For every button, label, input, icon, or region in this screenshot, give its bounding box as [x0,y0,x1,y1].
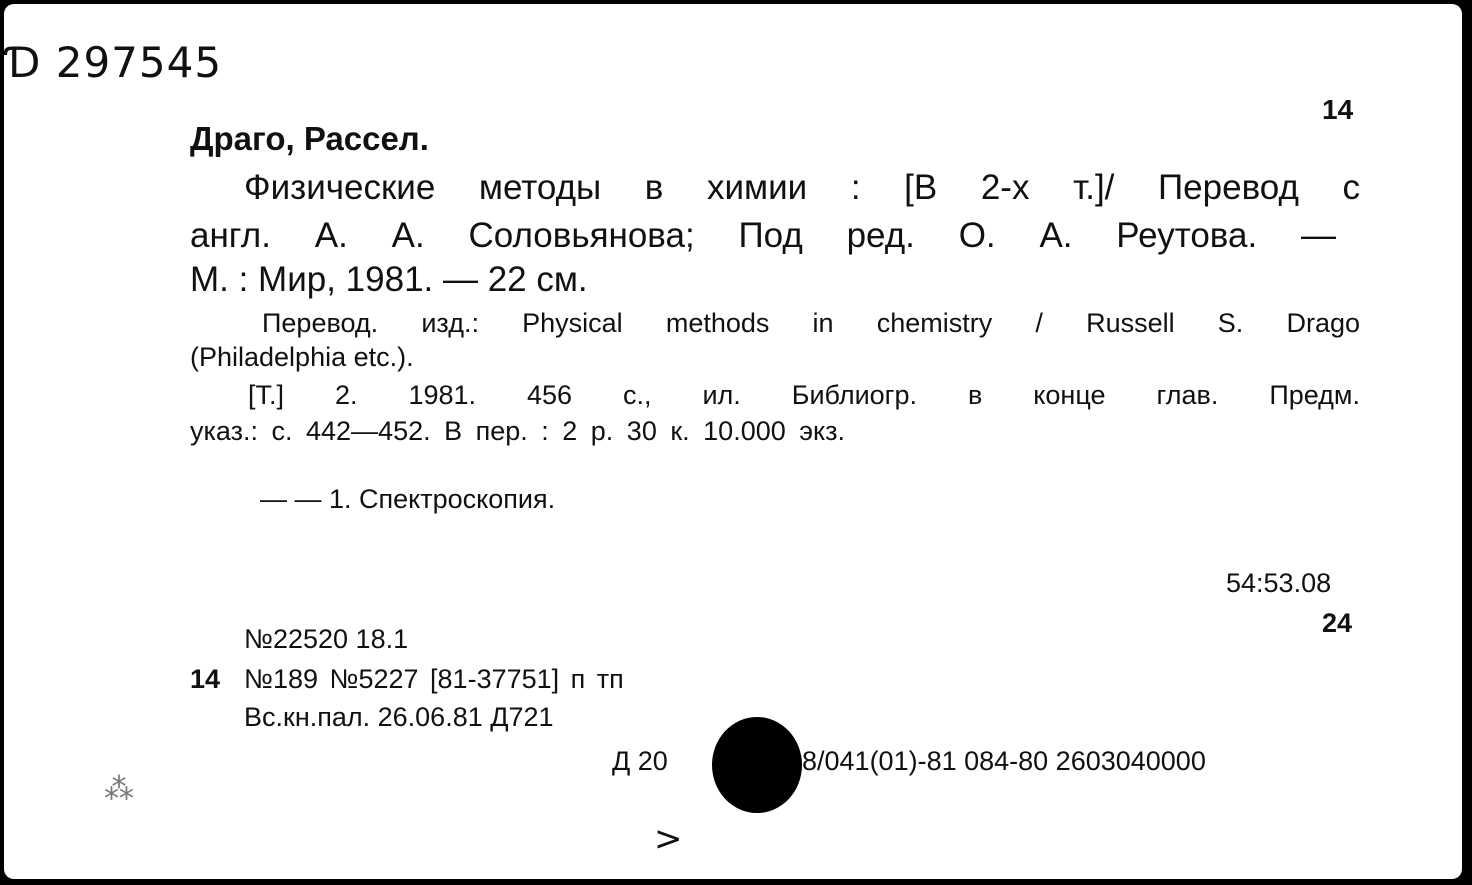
ink-blot [712,717,802,813]
title-line-2: англ. А. А. Соловьянова; Под ред. О. А. Реутова. — [190,216,1336,255]
title-line-1: Физические методы в химии : [В 2-х т.]/ Перевод с [244,168,1360,207]
original-title-line-1: Перевод. изд.: Physical methods in chemistry / Russell S. Drago [262,308,1360,338]
catalog-card [4,4,1462,879]
volume-line-1: [Т.] 2. 1981. 456 с., ил. Библиогр. в конце глав. Предм. [248,380,1360,410]
registration-line-2: №189 №5227 [81-37751] п тп [244,664,624,694]
title-line-3: М. : Мир, 1981. — 22 см. [190,260,588,299]
pencil-mark: > [654,819,683,859]
call-number: Ɗ 297545 [6,38,223,87]
volume-line-2: указ.: с. 442—452. В пер. : 2 р. 30 к. 10.000 экз. [190,416,846,446]
registration-line-1: №22520 18.1 [244,624,409,654]
smudge-mark: ⁂ [104,772,134,807]
registration-line-3: Вс.кн.пал. 26.06.81 Д721 [244,702,554,732]
price-code-start: Д 20 [612,746,668,776]
original-title-line-2: (Philadelphia etc.). [190,342,414,372]
class-number: 24 [1322,608,1353,638]
udc-code: 54:53.08 [1226,568,1332,598]
author: Драго, Рассел. [190,120,429,157]
subject-heading: — — 1. Спектроскопия. [260,484,556,514]
price-code-end: 8/041(01)-81 084-80 2603040000 [802,746,1206,776]
registration-prefix: 14 [190,664,221,694]
page-number: 14 [1322,94,1354,125]
